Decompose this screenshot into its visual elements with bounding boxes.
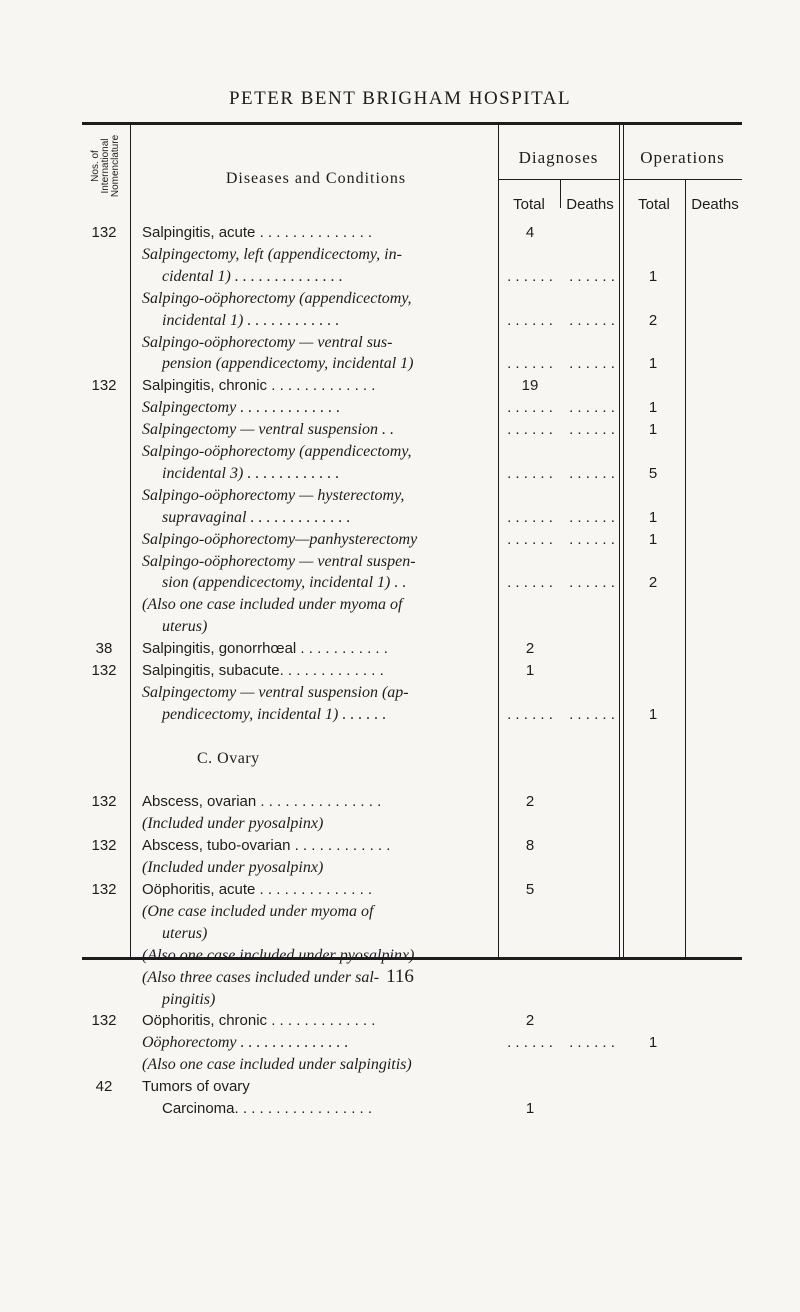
table-row	[82, 770, 742, 792]
table-row	[82, 1098, 742, 1120]
table-row	[82, 463, 742, 485]
table-row	[82, 507, 742, 529]
row-label: incidental 3) . . . . . . . . . . . .	[162, 464, 340, 482]
row-nomenclature-number: 132	[91, 793, 117, 811]
row-label: uterus)	[162, 618, 208, 636]
table-row	[82, 616, 742, 638]
diagnoses-total-cell: . . . . . .	[507, 508, 553, 526]
row-nomenclature-number: 132	[91, 377, 117, 395]
row-nomenclature-number: 132	[91, 881, 117, 898]
table-row	[82, 594, 742, 616]
diagnoses-total-cell: . . . . . .	[507, 311, 553, 329]
table-row	[82, 791, 742, 813]
table-top-rule	[82, 122, 742, 125]
diagnoses-total-cell: . . . . . .	[507, 574, 553, 592]
row-label: Salpingectomy — ventral suspension . .	[142, 421, 394, 439]
section-heading: C. Ovary	[197, 749, 260, 767]
row-nomenclature-number: 132	[91, 662, 117, 679]
table-row	[82, 748, 742, 770]
row-label: sion (appendicectomy, incidental 1) . .	[162, 574, 407, 592]
operations-total-cell: 1	[648, 421, 658, 439]
row-label: Salpingo-oöphorectomy—panhysterectomy	[142, 530, 418, 548]
operations-total-cell: 1	[648, 267, 658, 285]
row-label: pension (appendicectomy, incidental 1)	[162, 355, 414, 373]
table-row	[82, 682, 742, 704]
operations-total-cell: 5	[648, 464, 658, 482]
operations-deaths-header: Deaths	[691, 196, 739, 213]
page-header: PETER BENT BRIGHAM HOSPITAL	[228, 88, 572, 109]
table-row	[82, 989, 742, 1011]
row-label: Salpingectomy — ventral suspension (ap-	[142, 683, 409, 701]
row-label: Oöphorectomy . . . . . . . . . . . . . .	[142, 1034, 349, 1052]
row-label: Salpingo-oöphorectomy (appendicectomy,	[142, 289, 412, 307]
diagnoses-deaths-cell: . . . . . .	[569, 355, 615, 373]
diagnoses-total-cell: . . . . . .	[507, 530, 553, 548]
row-label: pendicectomy, incidental 1) . . . . . .	[162, 705, 387, 723]
table-row	[82, 310, 742, 332]
row-label: Salpingo-oöphorectomy — ventral suspen-	[142, 552, 416, 570]
diagnoses-total-cell: . . . . . .	[507, 355, 553, 373]
row-nomenclature-number: 132	[91, 224, 117, 241]
table-row	[82, 726, 742, 748]
diagnoses-deaths-cell: . . . . . .	[569, 464, 615, 482]
diagnoses-total-cell: . . . . . .	[507, 399, 553, 417]
diagnoses-total-cell: 8	[525, 837, 535, 855]
operations-total-cell: 1	[648, 399, 658, 417]
row-label: Salpingitis, subacute. . . . . . . . . . . . .	[142, 662, 384, 679]
table-row	[82, 879, 742, 901]
operations-total-cell: 1	[648, 355, 658, 373]
diagnoses-total-cell: 2	[525, 640, 535, 658]
row-label: Carcinoma. . . . . . . . . . . . . . . . .	[162, 1100, 373, 1117]
row-label: Tumors of ovary	[142, 1078, 250, 1096]
table-row	[82, 332, 742, 354]
operations-total-cell: 2	[648, 574, 658, 592]
row-nomenclature-number: 42	[95, 1078, 113, 1096]
diagnoses-total-cell: . . . . . .	[507, 705, 553, 723]
row-label: (Also one case included under pyosalpinx)	[142, 946, 415, 964]
row-label: (Also one case included under salpingitis)	[142, 1056, 412, 1074]
table-row	[82, 288, 742, 310]
operations-total-cell: 1	[648, 1034, 658, 1052]
row-label: (Also three cases included under sal-	[142, 968, 380, 986]
table-row	[82, 572, 742, 594]
operations-header: Operations	[640, 148, 725, 167]
diagnoses-total-cell: . . . . . .	[507, 421, 553, 439]
table-row	[82, 813, 742, 835]
diseases-column-header: Diseases and Conditions	[225, 170, 407, 187]
row-label: Oöphoritis, acute . . . . . . . . . . . . . .	[142, 881, 373, 898]
operations-total-cell: 1	[648, 530, 658, 548]
diagnoses-total-cell: . . . . . .	[507, 267, 553, 285]
row-label: Salpingitis, acute . . . . . . . . . . . . . .	[142, 224, 373, 241]
row-label: Abscess, ovarian . . . . . . . . . . . . . . .	[142, 793, 382, 811]
diagnoses-total-cell: . . . . . .	[507, 1034, 553, 1052]
table-row	[82, 857, 742, 879]
diagnoses-deaths-cell: . . . . . .	[569, 705, 615, 723]
row-label: uterus)	[162, 924, 208, 942]
row-label: (One case included under myoma of	[142, 902, 374, 920]
row-label: pingitis)	[162, 990, 216, 1008]
diagnoses-total-cell: 1	[525, 662, 535, 679]
diagnoses-deaths-cell: . . . . . .	[569, 530, 615, 548]
table-row	[82, 441, 742, 463]
row-label: Salpingectomy, left (appendicectomy, in-	[142, 245, 402, 263]
row-label: Salpingectomy . . . . . . . . . . . . .	[142, 399, 341, 417]
table-row	[82, 266, 742, 288]
row-label: incidental 1) . . . . . . . . . . . .	[162, 311, 340, 329]
diagnoses-total-cell: 2	[525, 793, 535, 811]
table-row	[82, 923, 742, 945]
diagnoses-deaths-cell: . . . . . .	[569, 311, 615, 329]
row-label: (Included under pyosalpinx)	[142, 859, 324, 877]
table-row	[82, 835, 742, 857]
row-label: Salpingo-oöphorectomy — hysterectomy,	[142, 486, 405, 504]
diagnoses-deaths-cell: . . . . . .	[569, 421, 615, 439]
table-row	[82, 945, 742, 967]
row-nomenclature-number: 132	[91, 837, 117, 855]
operations-subhead-rule	[623, 179, 742, 180]
diagnoses-total-cell: 4	[525, 224, 535, 241]
table-row	[82, 1054, 742, 1076]
diagnoses-subhead-rule	[498, 179, 619, 180]
operations-total-cell: 1	[648, 508, 658, 526]
table-row	[82, 419, 742, 441]
diagnoses-total-cell: 1	[525, 1100, 535, 1117]
table-row	[82, 704, 742, 726]
diagnoses-deaths-cell: . . . . . .	[569, 574, 615, 592]
table-row	[82, 485, 742, 507]
operations-total-cell: 1	[648, 705, 658, 723]
row-label: Salpingo-oöphorectomy — ventral sus-	[142, 333, 393, 351]
diagnoses-deaths-cell: . . . . . .	[569, 267, 615, 285]
table-row	[82, 244, 742, 266]
diagnoses-total-cell: 19	[521, 377, 539, 395]
row-label: (Also one case included under myoma of	[142, 596, 403, 614]
diagnoses-deaths-cell: . . . . . .	[569, 399, 615, 417]
row-label: Oöphoritis, chronic . . . . . . . . . . . . .	[142, 1012, 376, 1030]
table-row	[82, 901, 742, 923]
diagnoses-deaths-header: Deaths	[566, 196, 614, 213]
table-row	[82, 397, 742, 419]
diagnoses-total-cell: 2	[525, 1012, 535, 1030]
row-label: (Included under pyosalpinx)	[142, 815, 324, 833]
row-label: supravaginal . . . . . . . . . . . . .	[162, 508, 351, 526]
operations-total-header: Total	[638, 196, 670, 213]
diagnoses-total-cell: . . . . . .	[507, 464, 553, 482]
page-number: 116	[386, 966, 414, 987]
row-label: Salpingitis, chronic . . . . . . . . . . . . .	[142, 377, 376, 395]
nos-column-header: Nos. of International Nomenclature	[90, 134, 121, 198]
table-row	[82, 1010, 742, 1032]
row-label: cidental 1) . . . . . . . . . . . . . .	[162, 267, 343, 285]
row-label: Salpingo-oöphorectomy (appendicectomy,	[142, 443, 412, 460]
row-label: Salpingitis, gonorrhœal . . . . . . . . . . .	[142, 640, 388, 658]
table-row	[82, 660, 742, 682]
diagnoses-total-header: Total	[513, 196, 545, 213]
diagnoses-deaths-cell: . . . . . .	[569, 508, 615, 526]
row-nomenclature-number: 132	[91, 1012, 117, 1030]
row-nomenclature-number: 38	[95, 640, 113, 658]
table-row	[82, 638, 742, 660]
diagnoses-deaths-cell: . . . . . .	[569, 1034, 615, 1052]
operations-total-cell: 2	[648, 311, 658, 329]
table-row	[82, 353, 742, 375]
table-row	[82, 375, 742, 397]
table-row	[82, 222, 742, 244]
table-row	[82, 529, 742, 551]
diagnoses-header: Diagnoses	[518, 148, 599, 167]
table-row	[82, 551, 742, 573]
diagnoses-total-cell: 5	[525, 881, 535, 898]
table-row	[82, 1076, 742, 1098]
row-label: Abscess, tubo-ovarian . . . . . . . . . . . .	[142, 837, 391, 855]
table-row	[82, 1032, 742, 1054]
